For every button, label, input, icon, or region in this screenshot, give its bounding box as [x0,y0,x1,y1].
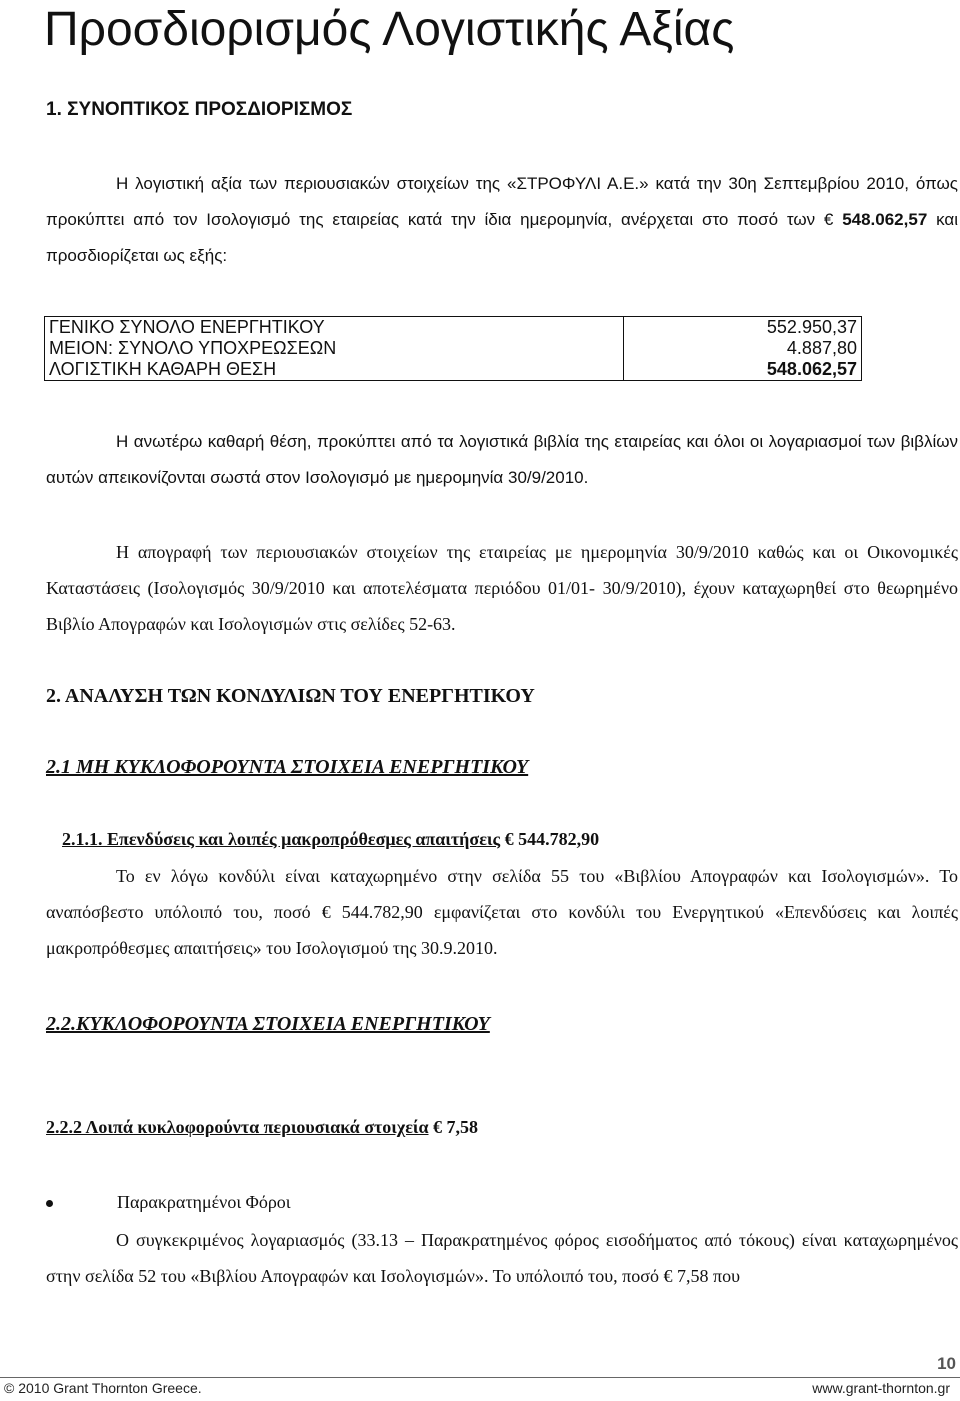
item-2-2-2-paragraph: Ο συγκεκριμένος λογαριασμός (33.13 – Παρακρατημένος φόρος εισοδήματος από τόκους) είναι καταχωρημένος στην σελίδα 52 του «Βιβλίου Απογραφών και Ισολογισμών». Το υπόλοιπό του, ποσό € 7,58 που [46,1230,958,1286]
footer-copyright: © 2010 Grant Thornton Greece. [4,1380,202,1396]
item-2-1-1-heading [62,827,599,851]
net-position-table [44,316,862,381]
table-row-label: ΛΟΓΙΣΤΙΚΗ ΚΑΘΑΡΗ ΘΕΣΗ [45,359,624,381]
intro-tail: και προσδιορίζεται ως εξής: [46,210,958,265]
item-2-1-1-title: 2.1.1. Επενδύσεις και λοιπές μακροπρόθεσμες απαιτήσεις [62,829,501,849]
table-row-amount: 552.950,37 [624,317,862,339]
table-row [45,317,862,339]
page-number: 10 [937,1354,956,1373]
item-2-1-1-amount: € 544.782,90 [504,829,600,849]
page-title: Προσδιορισμός Λογιστικής Αξίας [44,3,735,56]
section-2-2-heading: 2.2.ΚΥΚΛΟΦΟΡΟΥΝΤΑ ΣΤΟΙΧΕΙΑ ΕΝΕΡΓΗΤΙΚΟΥ [46,1013,490,1035]
section-2-heading: 2. ΑΝΑΛΥΣΗ ΤΩΝ ΚΟΝΔΥΛΙΩΝ ΤΟΥ ΕΝΕΡΓΗΤΙΚΟΥ [46,685,535,707]
item-2-2-2-heading [46,1115,478,1139]
table-row-label: ΓΕΝΙΚΟ ΣΥΝΟΛΟ ΕΝΕΡΓΗΤΙΚΟΥ [45,317,624,339]
intro-paragraph [46,166,958,274]
bullet-icon [46,1200,53,1207]
item-2-2-2-title: 2.2.2 Λοιπά κυκλοφορούντα περιουσιακά στοιχεία [46,1117,429,1137]
table-row-total [45,359,862,381]
intro-amount: 548.062,57 [842,210,928,229]
table-row [45,338,862,359]
table-row-label: ΜΕΙΟΝ: ΣΥΝΟΛΟ ΥΠΟΧΡΕΩΣΕΩΝ [45,338,624,359]
table-row-amount: 4.887,80 [624,338,862,359]
paragraph-net-position: Η ανωτέρω καθαρή θέση, προκύπτει από τα λογιστικά βιβλία της εταιρείας και όλοι οι λογαριασμοί των βιβλίων αυτών απεικονίζονται σωστά στον Ισολογισμό με ημερομηνία 30/9/2010. [46,432,958,487]
item-2-2-2-amount: € 7,58 [433,1117,479,1137]
footer-divider [0,1377,960,1378]
paragraph-inventory: Η απογραφή των περιουσιακών στοιχείων της εταιρείας με ημερομηνία 30/9/2010 καθώς και οι Οικονομικές Καταστάσεις (Ισολογισμός 30/9/2010 και αποτελέσματα περιόδου 01/01- 30/9/2010), έχουν καταχωρηθεί στο θεωρημένο Βιβλίο Απογραφών και Ισολογισμών στις σελίδες 52-63. [46,542,958,634]
item-2-1-1-paragraph: Το εν λόγω κονδύλι είναι καταχωρημένο στην σελίδα 55 του «Βιβλίου Απογραφών και Ισολογισμών». Το αναπόσβεστο υπόλοιπό του, ποσό € 544.782,90 εμφανίζεται στο κονδύλι του Ενεργητικού «Επενδύσεις και λοιπές μακροπρόθεσμες απαιτήσεις» του Ισολογισμού της 30.9.2010. [46,866,958,958]
intro-text: Η λογιστική αξία των περιουσιακών στοιχείων της «ΣΤΡΟΦΥΛΙ Α.Ε.» κατά την 30η Σεπτεμβρίου 2010, όπως προκύπτει από τον Ισολογισμό της εταιρείας κατά την ίδια ημερομηνία, ανέρχεται στο ποσό των € [46,174,958,229]
section-2-1-heading: 2.1 ΜΗ ΚΥΚΛΟΦΟΡΟΥΝΤΑ ΣΤΟΙΧΕΙΑ ΕΝΕΡΓΗΤΙΚΟΥ [46,756,529,778]
footer-website-link[interactable]: www.grant-thornton.gr [812,1380,950,1396]
table-row-amount: 548.062,57 [624,359,862,381]
bullet-item-withheld-taxes: Παρακρατημένοι Φόροι [117,1192,291,1212]
section-1-heading: 1. ΣΥΝΟΠΤΙΚΟΣ ΠΡΟΣΔΙΟΡΙΣΜΟΣ [46,99,353,120]
